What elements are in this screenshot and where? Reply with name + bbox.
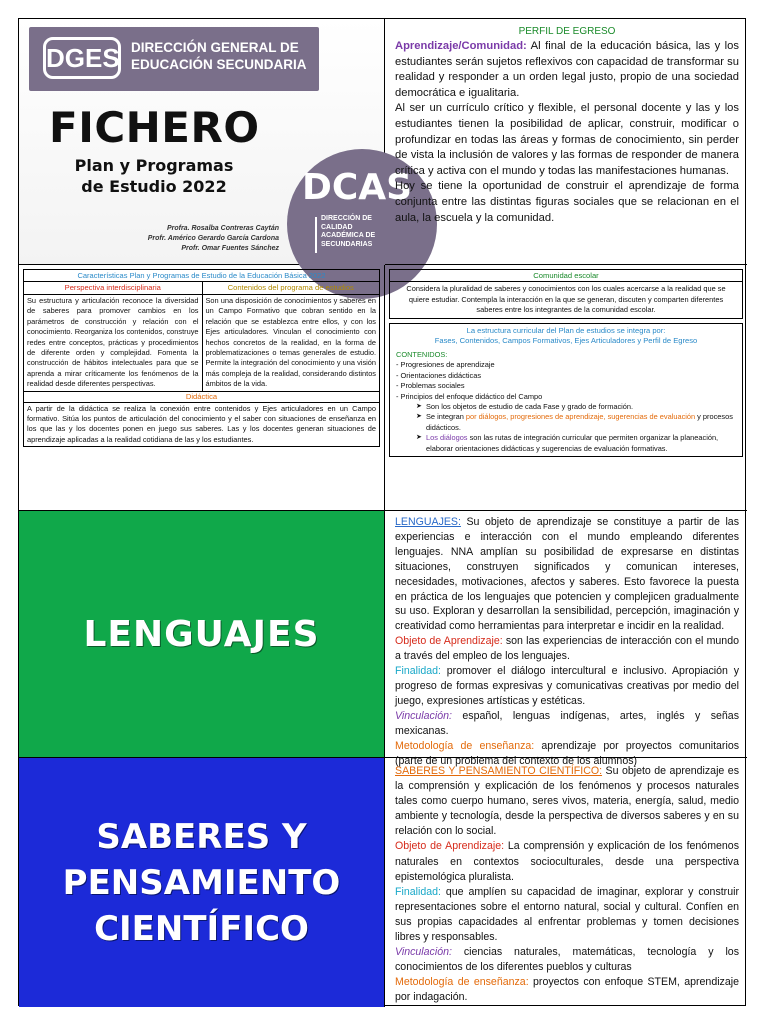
metodologia-text: aprendizaje por proyectos comunitarios (parte de un problema del contexto de los alumnos)	[395, 739, 740, 767]
dges-logo: DGES	[43, 37, 121, 79]
metodologia-label: Metodología de enseñanza:	[395, 739, 535, 752]
perfil-p1-text: Al final de la educación básica, las y los estudiantes serán sujetos reflexivos con capacidad de transformar su realidad y responder a un orden legal justo, propio de una sociedad democrática e igualitaria.	[395, 40, 739, 99]
perfil-label: Aprendizaje/Comunidad:	[395, 40, 527, 52]
saberes-title-line3: CIENTÍFICO	[94, 908, 309, 949]
lenguajes-intro	[395, 515, 739, 634]
perspectiva-text: Su estructura y articulación reconoce la diversidad de saberes para promover cambios en los parámetros de construcción y relación con el conocimiento. Reorganiza los contenidos, construye redes entre conceptos, prácticas y procedimientos de diferente orden y complejidad. Fomenta la construcción de hábitos intelectuales para que se aprenda a mirar críticamente los fenómenos de la realidad desde diferentes perspectivas.	[27, 296, 199, 389]
list-item: - Progresiones de aprendizaje	[396, 360, 495, 370]
objeto-text: La comprensión y explicación de los fenómenos naturales en contextos socioculturales, desde una perspectiva epistemológica pluralista.	[395, 840, 739, 883]
sub2-c: y procesos didácticos.	[426, 412, 733, 432]
perfil-p2: Al ser un currículo crítico y flexible, el personal docente y las y los estudiantes tienen la posibilidad de aplicar, construir, modificar o profundizar en todas las áreas y formas de conocimiento, sin perder de vista la inclusión de valores y las formas de responder de manera crítica y activa con el mundo y todas las manifestaciones humanas.	[395, 102, 739, 177]
sub1-text: Son los objetos de estudio de cada Fase y grado de formación.	[426, 402, 634, 411]
finalidad-label: Finalidad:	[395, 665, 441, 678]
caracteristicas-table	[23, 269, 380, 447]
saberes-metodologia	[395, 975, 739, 1005]
objeto-label: Objeto de Aprendizaje:	[395, 635, 503, 648]
perfil-egreso-panel	[385, 19, 747, 265]
list-item: - Principios del enfoque didáctico del Campo	[396, 391, 543, 401]
comunidad-box	[389, 269, 743, 319]
sub-item	[412, 433, 736, 454]
metodologia-label: Metodología de enseñanza:	[395, 976, 529, 989]
finalidad-text: que amplíen su capacidad de imaginar, explorar y construir representaciones sobre el entorno natural, social y cultural. Confíen en sus propias capacidades al enfrentar problemas y tomen decisiones libres y responsables.	[395, 885, 739, 944]
perfil-p3: Hoy se tiene la oportunidad de construir el aprendizaje de forma conjunta entre las distintas figuras sociales que se relacionan en el aula, la escuela y la comunidad.	[395, 180, 739, 224]
lenguajes-title: LENGUAJES	[83, 613, 320, 655]
estructura-box	[389, 323, 743, 457]
contenidos-label: CONTENIDOS:	[396, 349, 448, 359]
estructura-title	[390, 324, 742, 349]
dcas-divider	[315, 217, 317, 253]
arrow-icon: ➤	[416, 434, 422, 442]
vinculacion-label: Vinculación:	[395, 946, 452, 959]
saberes-finalidad	[395, 885, 739, 945]
sub3-b: son las rutas de integración curricular que permiten organizar la planeación, elaborar orientaciones didácticas y sugerencias de evaluación formativas.	[426, 433, 719, 453]
lenguajes-objeto	[395, 634, 739, 664]
saberes-title	[63, 814, 341, 952]
list-item: - Problemas sociales	[396, 381, 465, 391]
caracteristicas-head-row	[24, 282, 379, 295]
sub3-a: Los diálogos	[426, 433, 468, 443]
subtitle-line1: Plan y Programas	[74, 156, 234, 175]
comunidad-title: Comunidad escolar	[390, 270, 742, 282]
vinculacion-label: Vinculación:	[395, 709, 452, 722]
estructura-title-line1: La estructura curricular del Plan de estudios se integra por:	[466, 325, 666, 335]
lenguajes-banner	[19, 511, 385, 758]
saberes-label: SABERES Y PENSAMIENTO CIENTÍFICO:	[395, 765, 603, 777]
comunidad-text: Considera la pluralidad de saberes y conocimientos con los cuales acercarse a la realidad que se quiere estudiar. Contempla la interacción en la que se generan, discuten y comparten diferentes saberes entre los integrantes de la comunidad escolar.	[406, 284, 726, 315]
lenguajes-finalidad	[395, 664, 739, 709]
col-head-perspectiva: Perspectiva interdisciplinaria	[64, 283, 161, 292]
saberes-banner	[19, 758, 385, 1007]
saberes-title-line1: SABERES Y	[96, 816, 307, 857]
didactica-head: Didáctica	[24, 392, 379, 403]
saberes-intro	[395, 764, 739, 839]
arrow-icon: ➤	[416, 413, 422, 421]
saberes-objeto	[395, 839, 739, 884]
col-head-contenidos: Contenidos del programa de estudios	[202, 282, 380, 294]
caracteristicas-title: Características Plan y Programas de Estudio de la Educación Básica 2022	[24, 270, 379, 282]
estructura-title-line2: Fases, Contenidos, Campos Formativos, Ejes Articuladores y Perfil de Egreso	[434, 336, 698, 346]
saberes-title-line2: PENSAMIENTO	[62, 862, 341, 903]
dges-name: DIRECCIÓN GENERAL DE EDUCACIÓN SECUNDARIA	[131, 40, 307, 72]
metodologia-text: proyectos con enfoque STEM, aprendizaje por indagación.	[395, 976, 739, 1004]
cover-panel	[19, 19, 413, 265]
objeto-label: Objeto de Aprendizaje:	[395, 840, 505, 853]
estructura-body	[390, 349, 742, 456]
finalidad-text: promover el diálogo intercultural e inclusivo. Apropiación y progreso de formas expresivas y comunicativas creativas por medio del juego, expresiones artísticas y estéticas.	[395, 665, 739, 707]
dcas-desc: DIRECCIÓN DE CALIDAD ACADÉMICA DE SECUNDARIAS	[321, 215, 376, 248]
didactica-text: A partir de la didáctica se realiza la conexión entre contenidos y Ejes articuladores en un Campo formativo. Sitúa los puntos de articulación del conocimiento y el saber con situaciones de enseñanza en los que las y los docentes ponen en juego sus saberes. Las y los docentes generan situaciones de aprendizaje aplicadas a la realidad cotidiana de las y los estudiantes.	[27, 403, 376, 444]
finalidad-label: Finalidad:	[395, 885, 441, 898]
vinculacion-text: ciencias naturales, matemáticas, tecnología y los conocimientos de los diferentes pueblos y culturas	[395, 946, 739, 974]
perfil-p1	[395, 39, 739, 101]
sub2-b: por diálogos, progresiones de aprendizaje, sugerencias de evaluación	[465, 412, 696, 422]
sub-item	[412, 402, 736, 412]
lenguajes-text-panel	[385, 511, 747, 767]
author: Profr. Omar Fuentes Sánchez	[181, 245, 279, 252]
dcas-logo: DCAS	[302, 167, 413, 208]
subtitle-line2: de Estudio 2022	[81, 177, 227, 196]
vinculacion-text: español, lenguas indígenas, artes, inglés y señas mexicanas.	[395, 709, 739, 737]
caracteristicas-panel	[19, 265, 385, 511]
comunidad-estructura-panel	[385, 265, 747, 511]
lenguajes-intro-text: Su objeto de aprendizaje se constituye a partir de las experiencias e interacción con el mundo empleando diferentes lenguajes. NNA amplían su posibilidad de expresarse en distintas situaciones, construyen significados y comunican intereses, necesidades, motivaciones, afectos y saberes. Esto favorece la puesta en práctica de los lenguajes que potencien y complejicen gradualmente su uso. Exploran y desarrollan la sensibilidad, percepción, imaginación y creatividad como herramientas para interpretar e incidir en la realidad.	[395, 516, 739, 633]
authors	[89, 224, 279, 254]
saberes-vinculacion	[395, 945, 739, 975]
lenguajes-label: LENGUAJES:	[395, 516, 461, 528]
objeto-text: son las experiencias de interacción con el mundo a través del empleo de los lenguajes.	[395, 635, 739, 663]
sub-item	[412, 412, 736, 433]
author: Profr. Américo Gerardo García Cardona	[147, 235, 279, 242]
arrow-icon: ➤	[416, 403, 422, 410]
list-item: - Orientaciones didácticas	[396, 370, 482, 380]
dges-header	[29, 27, 319, 91]
author: Profra. Rosalba Contreras Caytán	[166, 225, 279, 232]
perfil-title: PERFIL DE EGRESO	[518, 26, 616, 37]
caracteristicas-body-row	[24, 295, 379, 392]
fichero-page	[18, 18, 746, 1006]
lenguajes-vinculacion	[395, 709, 739, 739]
subtitle	[59, 155, 249, 197]
sub2-a: Se integran	[426, 412, 466, 422]
saberes-intro-text: Su objeto de aprendizaje es la comprensión y explicación de los fenómenos y procesos naturales tales como cuerpo humano, seres vivos, materia, energía, salud, medio ambiente y tecnología, desde la perspectiva de diversos saberes y en su relación con lo social.	[395, 765, 739, 838]
page-title: FICHERO	[49, 103, 260, 152]
saberes-text-panel	[385, 758, 747, 1007]
contenidos-text: Son una disposición de conocimientos y saberes en un Campo Formativo que cobran sentido en la relación que se establezca entre ellos, y con los Ejes articuladores. Vinculan el conocimiento con hechos concretos de la realidad, en la forma de problematizaciones o temas generales de estudio. Permite la integración del conocimiento y una visión más compleja de la realidad, considerando distintos ámbitos de la vida.	[202, 295, 380, 391]
